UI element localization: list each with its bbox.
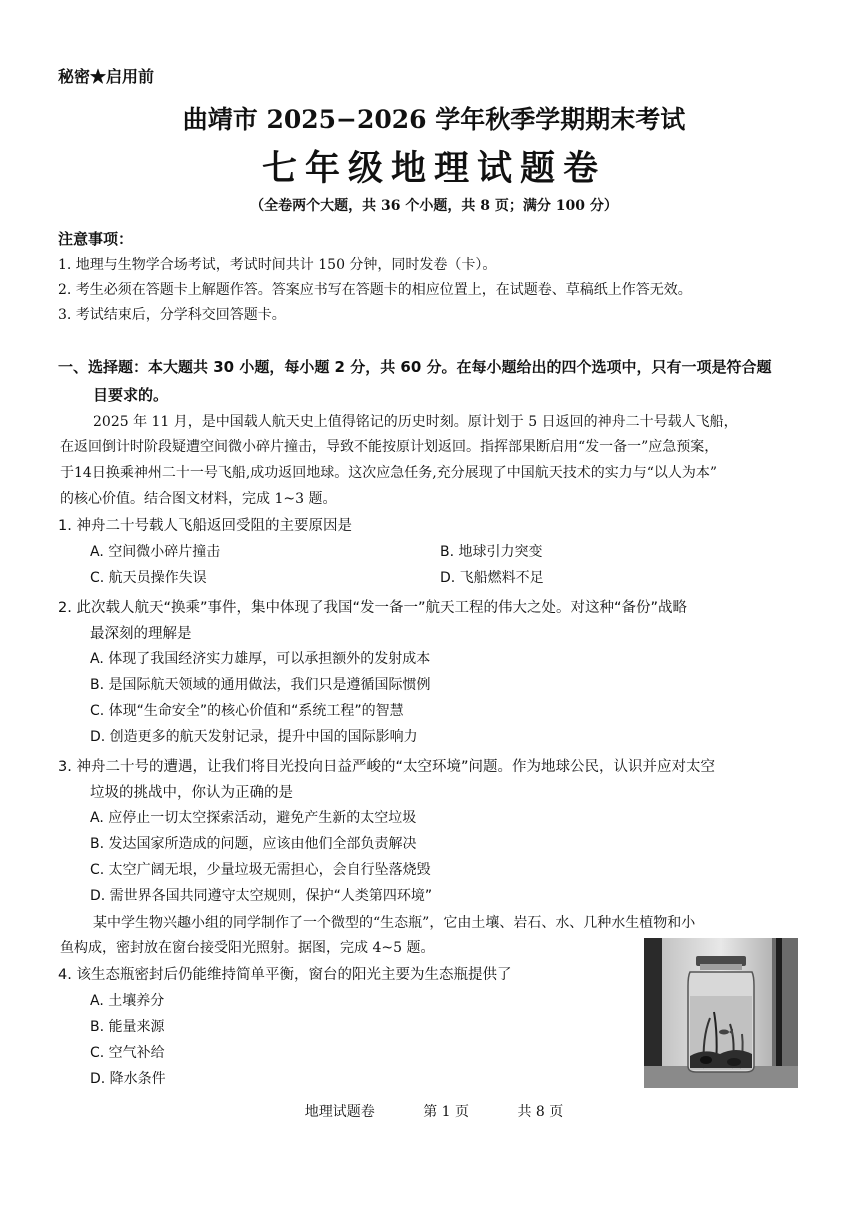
option-d: D. 需世界各国共同遵守太空规则，保护“人类第四环境” [90,888,433,904]
notice-item: 2. 考生必须在答题卡上解题作答。答案应书写在答题卡的相应位置上，在试题卷、草稿纸上作答无效。 [58,282,692,298]
eco-bottle-photo [644,938,798,1088]
paper-subtitle: （全卷两个大题，共 36 个小题，共 8 页；满分 100 分） [250,198,618,214]
passage-line: 某中学生物兴趣小组的同学制作了一个微型的“生态瓶”，它由土壤、岩石、水、几种水生植物和小 [93,915,696,931]
confidential-label: 秘密★启用前 [58,67,155,86]
option-d: D. 降水条件 [90,1071,166,1087]
notice-heading: 注意事项： [58,230,134,248]
option-b: B. 发达国家所造成的问题，应该由他们全部负责解决 [90,836,417,852]
option-b: B. 是国际航天领域的通用做法，我们只是遵循国际惯例 [90,677,431,693]
passage-line: 于14日换乘神州二十一号飞船,成功返回地球。这次应急任务,充分展现了中国航天技术的实力与“以人为本” [60,465,718,481]
option-c: C. 航天员操作失误 [90,570,207,586]
option-a: A. 应停止一切太空探索活动，避免产生新的太空垃圾 [90,810,417,826]
passage-line: 的核心价值。结合图文材料，完成 1~3 题。 [60,491,337,507]
passage-line: 鱼构成，密封放在窗台接受阳光照射。据图，完成 4~5 题。 [60,940,435,956]
question-stem: 3. 神舟二十号的遭遇，让我们将目光投向日益严峻的“太空环境”问题。作为地球公民，认识并应对太空 [58,759,715,775]
question-stem-continued: 垃圾的挑战中，你认为正确的是 [90,785,293,801]
question-stem: 2. 此次载人航天“换乘”事件，集中体现了我国“发一备一”航天工程的伟大之处。对这种“备份”战略 [58,600,688,616]
option-c: C. 体现“生命安全”的核心价值和“系统工程”的智慧 [90,703,404,719]
section-heading: 一、选择题：本大题共 30 小题，每小题 2 分，共 60 分。在每小题给出的四个选项中，只有一项是符合题 [58,358,772,376]
option-c: C. 空气补给 [90,1045,165,1061]
notice-item: 1. 地理与生物学合场考试，考试时间共计 150 分钟，同时发卷（卡）。 [58,257,497,273]
option-a: A. 土壤养分 [90,993,165,1009]
question-stem: 1. 神舟二十号载人飞船返回受阻的主要原因是 [58,518,352,534]
question-stem-continued: 最深刻的理解是 [90,626,192,642]
option-d: D. 创造更多的航天发射记录，提升中国的国际影响力 [90,729,418,745]
option-a: A. 空间微小碎片撞击 [90,544,221,560]
footer-subject: 地理试题卷 [304,1104,375,1120]
footer-page-number: 第 1 页 [423,1104,469,1120]
page-footer [0,1101,868,1121]
passage-line: 在返回倒计时阶段疑遭空间微小碎片撞击，导致不能按原计划返回。指挥部果断启用“发一备一”应急预案， [60,439,719,455]
notice-item: 3. 考试结束后，分学科交回答题卡。 [58,307,286,323]
footer-total-pages: 共 8 页 [517,1104,564,1120]
option-d: D. 飞船燃料不足 [440,570,544,586]
exam-title: 曲靖市 2025−2026 学年秋季学期期末考试 [182,105,686,134]
question-stem: 4. 该生态瓶密封后仍能维持简单平衡，窗台的阳光主要为生态瓶提供了 [58,967,512,983]
section-heading-continued: 目要求的。 [93,386,169,404]
paper-title: 七年级地理试题卷 [261,148,606,189]
option-a: A. 体现了我国经济实力雄厚，可以承担额外的发射成本 [90,651,431,667]
passage-line: 2025 年 11 月，是中国载人航天史上值得铭记的历史时刻。原计划于 5 日返回的神舟二十号载人飞船， [93,414,738,430]
eco-bottle-illustration [644,938,798,1088]
option-c: C. 太空广阔无垠，少量垃圾无需担心，会自行坠落烧毁 [90,862,431,878]
option-b: B. 地球引力突变 [440,544,543,560]
option-b: B. 能量来源 [90,1019,165,1035]
